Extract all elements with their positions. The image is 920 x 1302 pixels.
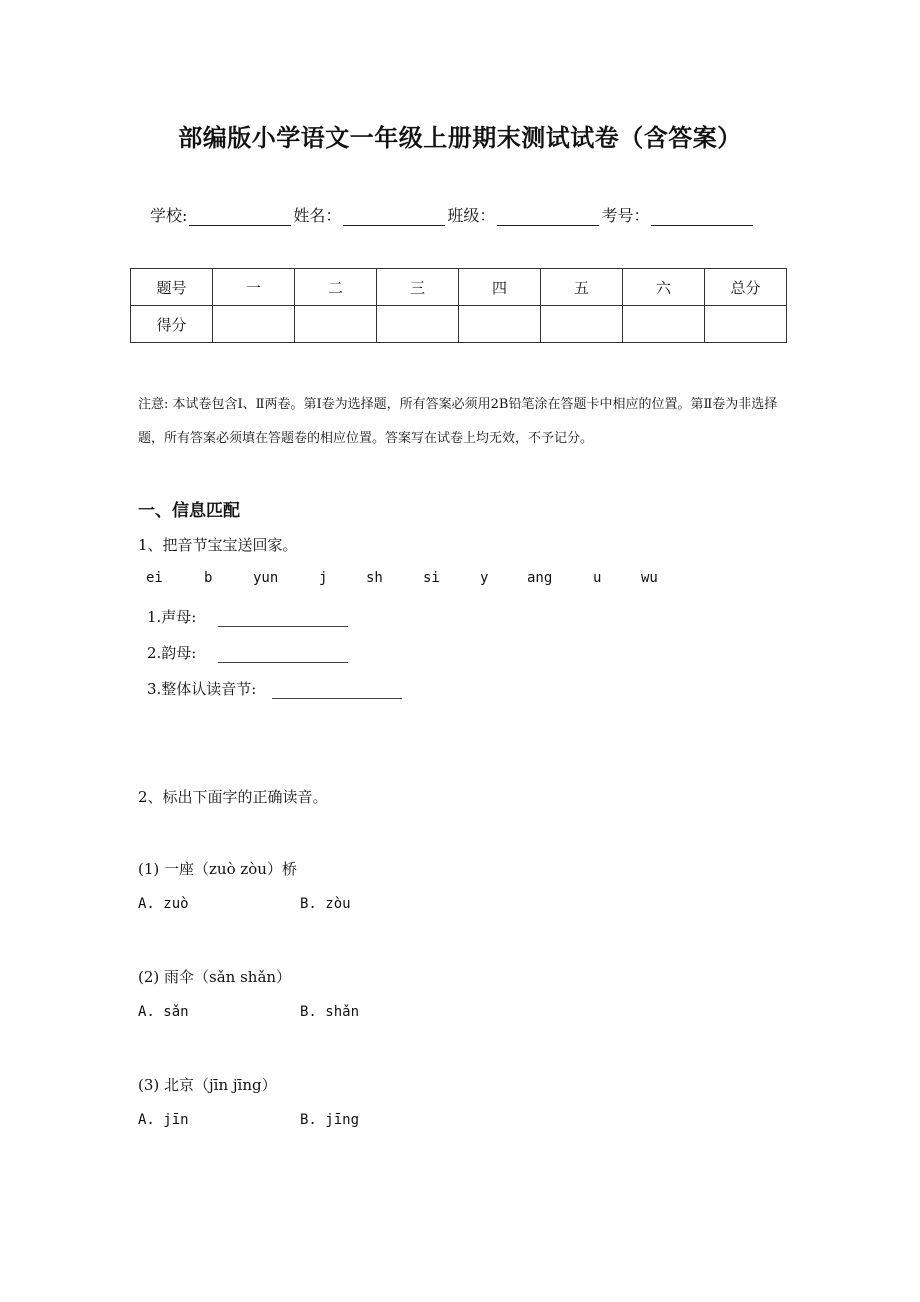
syllable: y — [480, 570, 489, 586]
score-header-cell: 四 — [459, 269, 541, 306]
fill-whole-syllables-blank[interactable] — [272, 684, 402, 699]
q2-item-2-option-b[interactable]: B. shǎn — [300, 1004, 360, 1020]
q2-item-3-option-a[interactable]: A. jīn — [138, 1112, 189, 1128]
score-row-label: 得分 — [131, 306, 213, 343]
question-1-prompt: 1、把音节宝宝送回家。 — [138, 536, 298, 554]
q2-item-2-option-a[interactable]: A. sǎn — [138, 1004, 189, 1020]
fill-initials-label: 1.声母: — [147, 608, 197, 626]
score-table-header-row — [131, 269, 787, 306]
fill-initials-blank[interactable] — [218, 612, 348, 627]
section-heading: 一、信息匹配 — [138, 501, 240, 521]
score-header-cell: 题号 — [131, 269, 213, 306]
name-label: 姓名： — [293, 206, 342, 225]
class-blank[interactable] — [497, 208, 599, 226]
syllable: ei — [146, 570, 163, 586]
score-table — [130, 268, 787, 343]
score-cell[interactable] — [377, 306, 459, 343]
fill-whole-syllables — [147, 678, 402, 699]
syllable: sh — [366, 570, 383, 586]
fill-finals — [147, 642, 348, 663]
name-blank[interactable] — [343, 208, 445, 226]
syllable: yun — [253, 570, 279, 586]
exam-number-blank[interactable] — [651, 208, 753, 226]
score-cell[interactable] — [623, 306, 705, 343]
syllable: ang — [527, 570, 553, 586]
q2-item-3-option-b[interactable]: B. jīng — [300, 1112, 360, 1128]
question-2-prompt: 2、标出下面字的正确读音。 — [138, 788, 328, 806]
fill-finals-label: 2.韵母: — [147, 644, 197, 662]
student-info-row — [150, 203, 755, 226]
syllable: j — [319, 570, 328, 586]
score-header-cell: 五 — [541, 269, 623, 306]
q2-item-2-stem: (2) 雨伞（sǎn shǎn） — [138, 968, 292, 986]
syllable: u — [593, 570, 602, 586]
school-blank[interactable] — [189, 208, 291, 226]
score-header-cell: 总分 — [705, 269, 787, 306]
syllable: si — [423, 570, 440, 586]
fill-finals-blank[interactable] — [218, 648, 348, 663]
score-table-score-row — [131, 306, 787, 343]
exam-number-label: 考号： — [601, 206, 650, 225]
fill-initials — [147, 606, 348, 627]
score-cell[interactable] — [459, 306, 541, 343]
score-cell[interactable] — [541, 306, 623, 343]
score-header-cell: 一 — [213, 269, 295, 306]
score-cell[interactable] — [213, 306, 295, 343]
q2-item-1-option-a[interactable]: A. zuò — [138, 896, 189, 912]
q2-item-3-stem: (3) 北京（jīn jīng） — [138, 1076, 277, 1094]
q2-item-1-stem: (1) 一座（zuò zòu）桥 — [138, 860, 297, 878]
syllable: wu — [641, 570, 658, 586]
score-header-cell: 三 — [377, 269, 459, 306]
fill-whole-syllables-label: 3.整体认读音节: — [147, 680, 257, 698]
class-label: 班级： — [447, 206, 496, 225]
q2-item-1-option-b[interactable]: B. zòu — [300, 896, 351, 912]
score-header-cell: 二 — [295, 269, 377, 306]
score-header-cell: 六 — [623, 269, 705, 306]
score-cell[interactable] — [295, 306, 377, 343]
score-cell[interactable] — [705, 306, 787, 343]
notice-text: 注意: 本试卷包含Ⅰ、Ⅱ两卷。第Ⅰ卷为选择题，所有答案必须用2B铅笔涂在答题卡中相应的位置。第Ⅱ卷为非选择题，所有答案必须填在答题卷的相应位置。答案写在试卷上均无效，不予记分。 — [138, 397, 778, 446]
page-title: 部编版小学语文一年级上册期末测试试卷（含答案） — [178, 124, 742, 152]
syllable: b — [204, 570, 213, 586]
school-label: 学校: — [150, 206, 188, 225]
